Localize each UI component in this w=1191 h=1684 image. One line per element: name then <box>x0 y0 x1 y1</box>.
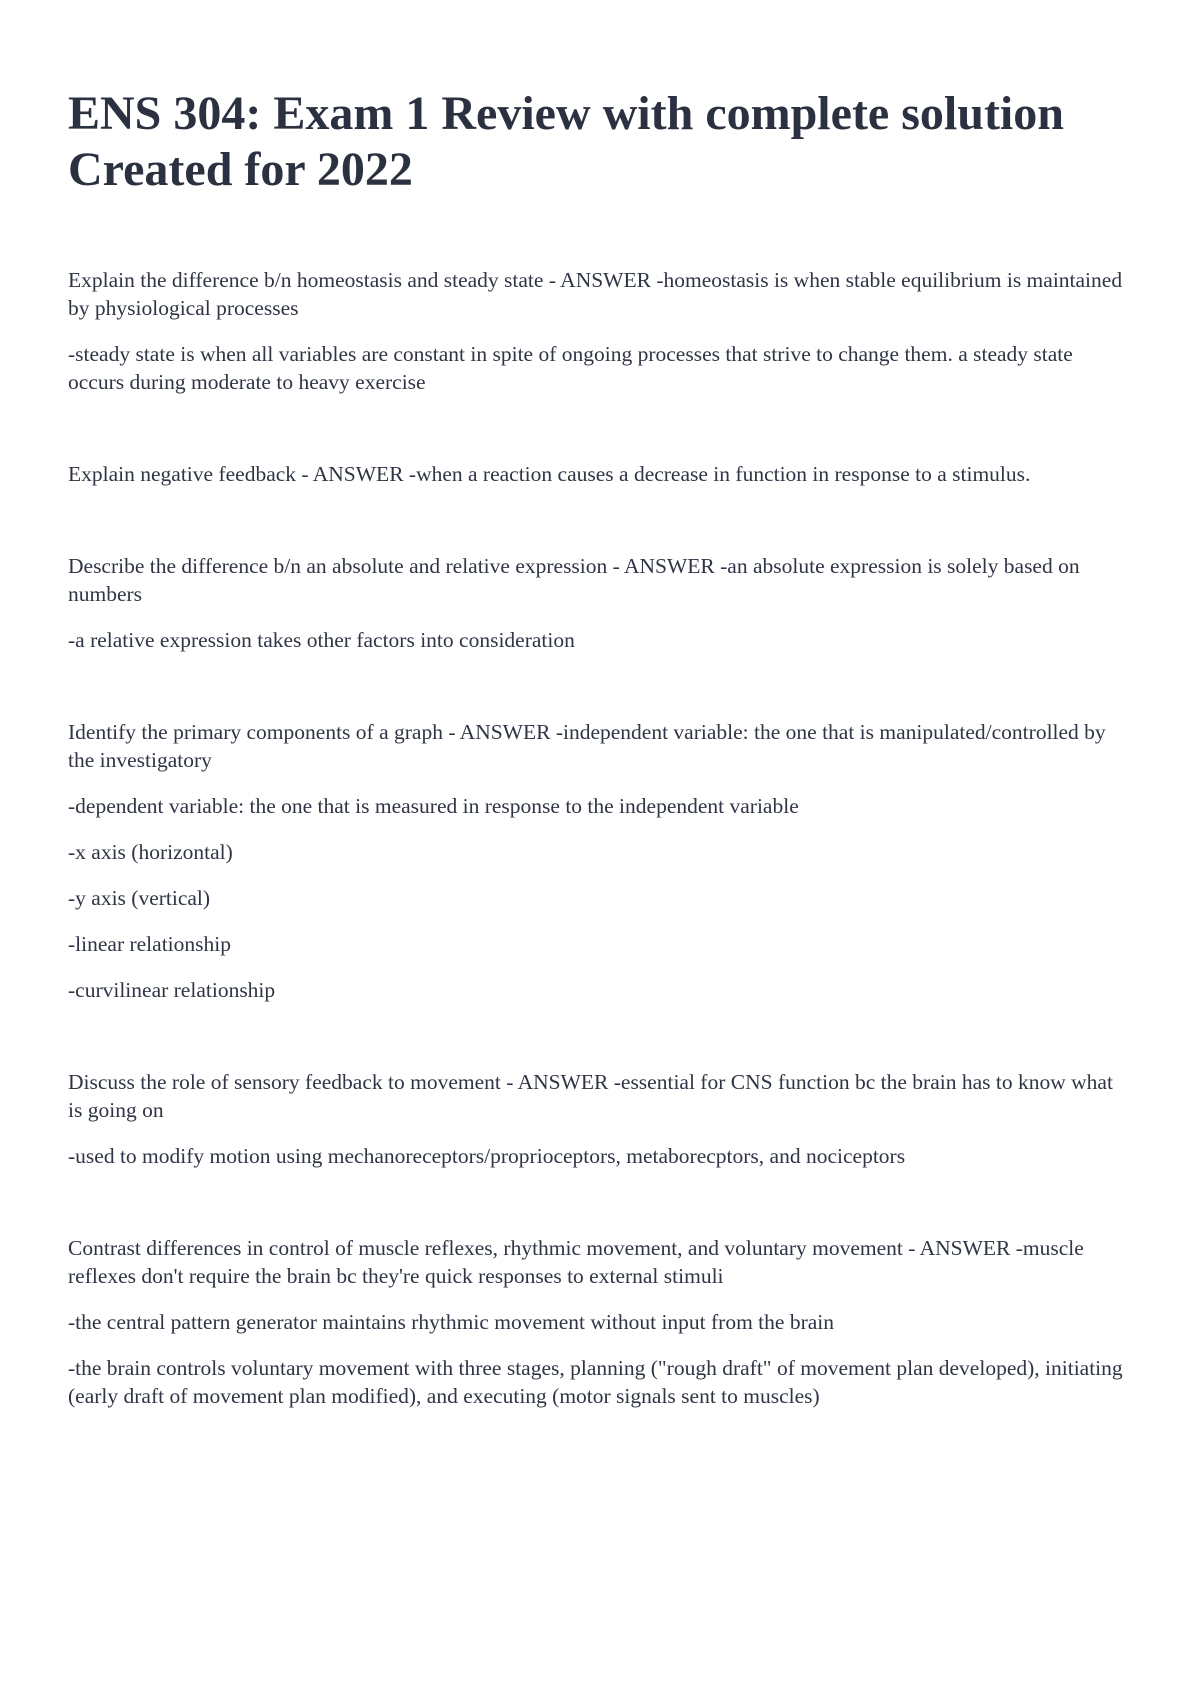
qa-paragraph: -the brain controls voluntary movement with three stages, planning ("rough draft" of movement plan developed), initiating (early draft of movement plan modified), and executing (motor signals sent to muscles) <box>68 1356 1123 1408</box>
qa-item-homeostasis <box>68 266 1128 396</box>
document-title <box>68 86 1128 198</box>
qa-item-graph-components <box>68 718 1128 1004</box>
qa-paragraph: -dependent variable: the one that is measured in response to the independent variable <box>68 794 799 818</box>
qa-paragraph: -linear relationship <box>68 932 231 956</box>
qa-paragraph: -y axis (vertical) <box>68 886 211 910</box>
qa-paragraph: -a relative expression takes other factors into consideration <box>68 628 575 652</box>
qa-paragraph: -x axis (horizontal) <box>68 840 233 864</box>
title-line-1: ENS 304: Exam 1 Review with complete solution <box>68 87 1064 140</box>
qa-item-sensory-feedback <box>68 1068 1128 1170</box>
qa-item-movement-control <box>68 1234 1128 1410</box>
qa-paragraph: Explain the difference b/n homeostasis and steady state - ANSWER -homeostasis is when stable equilibrium is maintained by physiological processes <box>68 268 1123 320</box>
qa-paragraph: Contrast differences in control of muscle reflexes, rhythmic movement, and voluntary movement - ANSWER -muscle reflexes don't require the brain bc they're quick responses to external stimuli <box>68 1236 1084 1288</box>
qa-item-absolute-relative <box>68 552 1128 654</box>
qa-paragraph: Explain negative feedback - ANSWER -when a reaction causes a decrease in function in response to a stimulus. <box>68 462 1031 486</box>
qa-paragraph: -the central pattern generator maintains rhythmic movement without input from the brain <box>68 1310 835 1334</box>
qa-paragraph: -steady state is when all variables are constant in spite of ongoing processes that strive to change them. a steady state occurs during moderate to heavy exercise <box>68 342 1073 394</box>
qa-paragraph: -curvilinear relationship <box>68 978 276 1002</box>
qa-paragraph: Discuss the role of sensory feedback to movement - ANSWER -essential for CNS function bc the brain has to know what is going on <box>68 1070 1113 1122</box>
qa-item-negative-feedback <box>68 460 1128 488</box>
qa-paragraph: Describe the difference b/n an absolute and relative expression - ANSWER -an absolute expression is solely based on numbers <box>68 554 1080 606</box>
title-line-2: Created for 2022 <box>68 143 413 196</box>
qa-paragraph: Identify the primary components of a graph - ANSWER -independent variable: the one that is manipulated/controlled by the investigatory <box>68 720 1106 772</box>
document-page <box>68 86 1128 1474</box>
qa-paragraph: -used to modify motion using mechanoreceptors/proprioceptors, metaborecptors, and nociceptors <box>68 1144 906 1168</box>
